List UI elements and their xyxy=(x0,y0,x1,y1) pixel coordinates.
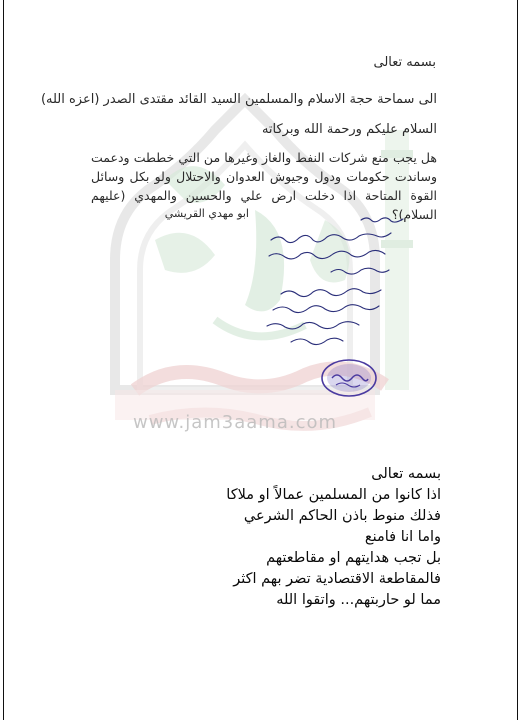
letter-question: هل يجب منع شركات النفط والغاز وغيرها من التي خططت ودعمت وساندت حكومات ودول وجيوش العدوان والاحتلال ولو بكل وسائل القوة المتاحة اذا دخلت ارض علي والحسين والمهدي (عليهم السلام)؟ xyxy=(91,150,437,222)
answer-transcription xyxy=(111,464,441,611)
transcription-line: فالمقاطعة الاقتصادية تضر بهم اكثر xyxy=(233,571,441,587)
right-border xyxy=(517,0,518,720)
official-seal-stamp xyxy=(320,358,378,398)
transcription-line: واما انا فامنع xyxy=(364,529,441,545)
letter-greeting: السلام عليكم ورحمة الله وبركاته xyxy=(261,122,437,137)
transcription-line: اذا كانوا من المسلمين عمالاً او ملاكا xyxy=(226,487,441,503)
transcription-line: بسمه تعالى xyxy=(371,466,441,482)
left-border xyxy=(3,0,4,720)
letter-signer: ابو مهدي القريشي xyxy=(164,207,249,220)
letter-addressee: الى سماحة حجة الاسلام والمسلمين السيد القائد مقتدى الصدر (اعزه الله) xyxy=(40,92,437,107)
transcription-line: فذلك منوط باذن الحاكم الشرعي xyxy=(243,508,441,524)
letter-opening: بسمه تعالى xyxy=(373,55,436,70)
transcription-line: مما لو حاربتهم... واتقوا الله xyxy=(276,592,441,608)
watermark-url: www.jam3aama.com xyxy=(132,412,338,433)
handwritten-answer xyxy=(251,212,419,354)
transcription-line: بل تجب هدايتهم او مقاطعتهم xyxy=(266,550,441,566)
